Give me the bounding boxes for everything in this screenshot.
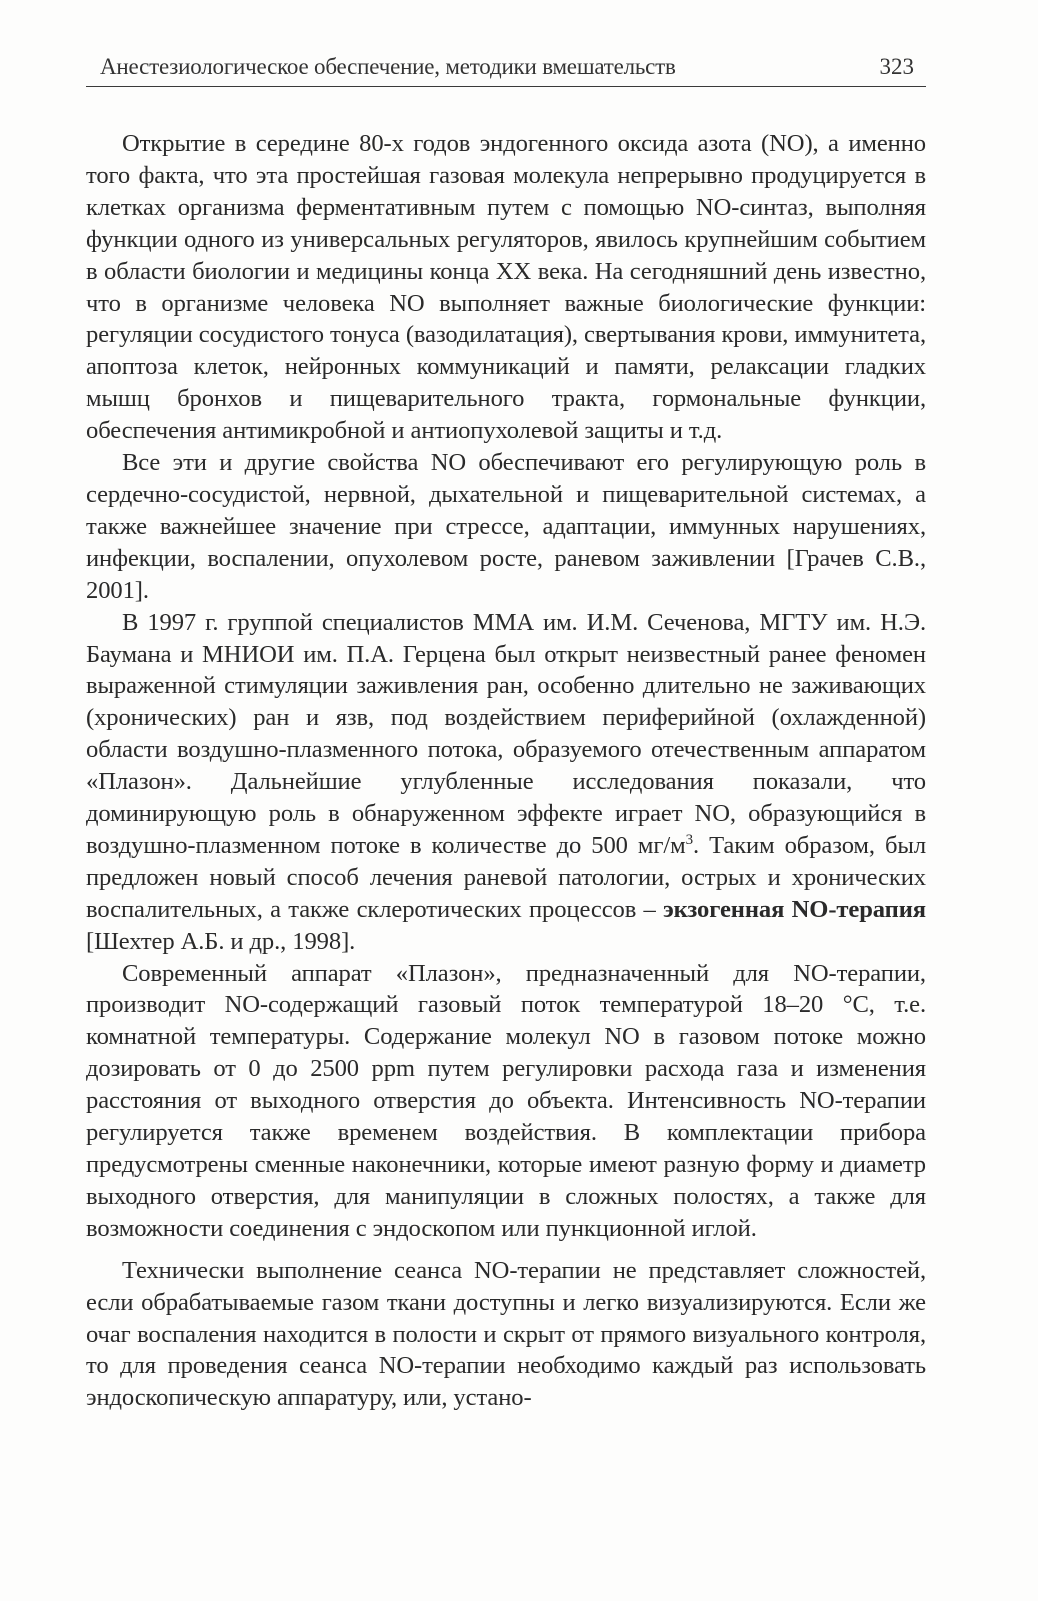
paragraph-plazon-discovery <box>86 607 926 958</box>
body-text <box>86 128 926 1414</box>
paragraph-endogenous-no: Открытие в середине 80-х годов эндогенного оксида азота (NO), а именно того факта, что эта простейшая газовая молекула непрерывно продуцируется в клетках организма ферментативным путем с помощью NO-синтаз, выполняя функции одного из универсальных регуляторов, явилось крупнейшим событием в области биологии и медицины конца XX века. На сегодняшний день известно, что в организме человека NO выполняет важные биологические функции: регуляции сосудистого тонуса (вазодилатация), свертывания крови, иммунитета, апоптоза клеток, нейронных коммуникаций и памяти, релаксации гладких мышц бронхов и пищеварительного тракта, гормональные функции, обеспечения антимикробной и антиопухолевой защиты и т.д. <box>86 130 926 445</box>
paragraph-plazon-text-3: [Шехтер А.Б. и др., 1998]. <box>86 927 356 955</box>
running-title: Анестезиологическое обеспечение, методики вмешательств <box>100 54 676 79</box>
paragraph-plazon-device: Современный аппарат «Плазон», предназначенный для NO-терапии, производит NO-содержащий газовый поток температурой 18–20 °С, т.е. комнатной температуры. Содержание молекул NO в газовом потоке можно дозировать от 0 до 2500 ppm путем регулировки расхода газа и изменения расстояния от выходного отверстия до объекта. Интенсивность NO-терапии регулируется также временем воздействия. В комплектации прибора предусмотрены сменные наконечники, которые имеют разную форму и диаметр выходного отверстия, для манипуляции в сложных полостях, а также для возможности соединения с эндоскопом или пункционной иглой. <box>86 959 926 1242</box>
paragraph-plazon-text-2: . Таким образом, был предложен новый способ лечения раневой патологии, острых и хронических воспалительных, а также склеротических процессов – <box>86 831 926 923</box>
cubic-superscript: 3 <box>685 831 693 848</box>
paragraph-plazon-text-1: В 1997 г. группой специалистов ММА им. И.М. Сеченова, МГТУ им. Н.Э. Баумана и МНИОИ им. П.А. Герцена был открыт неизвестный ранее феномен выраженной стимуляции заживления ран, особенно длительно не заживающих (хронических) ран и язв, под воздействием периферийной (охлажденной) области воздушно-плазменного потока, образуемого отечественным аппаратом «Плазон». Дальнейшие углубленные исследования показали, что доминирующую роль в обнаруженном эффекте играет NO, образующийся в воздушно-плазменном потоке в количестве до 500 мг/м <box>86 608 926 859</box>
paragraph-no-properties: Все эти и другие свойства NO обеспечивают его регулирующую роль в сердечно-сосудистой, нервной, дыхательной и пищеварительной системах, а также важнейшее значение при стрессе, адаптации, иммунных нарушениях, инфекции, воспалении, опухолевом росте, раневом заживлении [Грачев С.В., 2001]. <box>86 449 926 604</box>
page-number: 323 <box>879 54 914 79</box>
bold-term-no-therapy: экзогенная NO-терапия <box>663 895 927 923</box>
running-header <box>86 50 926 87</box>
paragraph-session-technique: Технически выполнение сеанса NO-терапии не представляет сложностей, если обрабатываемые газом ткани доступны и легко визуализируются. Если же очаг воспаления находится в полости и скрыт от прямого визуального контроля, то для проведения сеанса NO-терапии необходимо каждый раз использовать эндоскопическую аппаратуру, или, устано- <box>86 1256 926 1412</box>
